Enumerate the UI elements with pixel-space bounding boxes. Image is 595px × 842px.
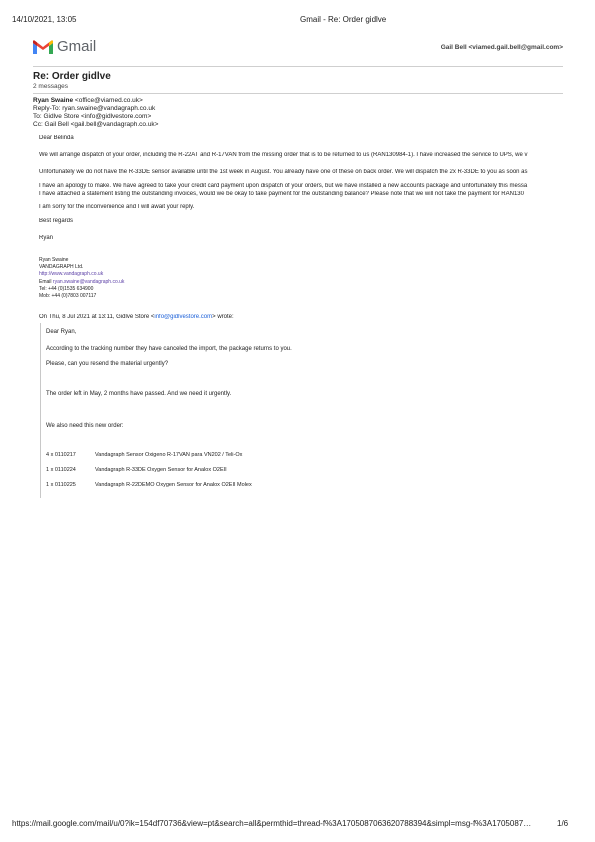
sign-name: Ryan [39,235,54,241]
signature-website-link[interactable]: http://www.vandagraph.co.uk [39,271,104,277]
quoted-paragraph: We also need this new order: [46,423,124,429]
quoted-greeting: Dear Ryan, [46,329,77,335]
sender-name: Ryan Swaine [33,97,74,104]
header-divider [33,66,563,67]
quoted-paragraph: According to the tracking number they have canceled the import, the package returns to you. [46,346,292,352]
print-datetime: 14/10/2021, 13:05 [12,15,77,24]
footer-url: https://mail.google.com/mail/u/0?ik=154df70736&view=pt&search=all&permthid=thread-f%3A1705087063620788394&simpl=msg-f%3A1705087… [12,819,532,828]
print-page-title: Gmail - Re: Order gidlve [300,15,387,24]
account-label: Gail Bell <viamed.gail.bell@gmail.com> [440,44,563,51]
thread-subject: Re: Order gidlve [33,71,111,82]
quote-attribution: On Thu, 8 Jul 2021 at 13:11, Gidlve Store <info@gidlvestore.com> wrote: [39,314,234,320]
order-item-description: Vandagraph R-33DE Oxygen Sensor for Analox O2EII [95,467,227,473]
quoted-paragraph: The order left in May, 2 months have passed. And we need it urgently. [46,391,232,397]
signature-name: Ryan Swaine [39,257,69,263]
quoted-paragraph: Please, can you resend the material urgently? [46,361,169,367]
order-item-description: Vandagraph R-22DEMO Oxygen Sensor for Analox O2EII Molex [95,482,252,488]
gmail-logo [33,38,103,58]
signature-tel: Tel: +44 (0)1535 634900 [39,286,94,292]
reply-to-line: Reply-To: ryan.swaine@vandagraph.co.uk [33,105,156,112]
cc-line: Cc: Gail Bell <gail.bell@vandagraph.co.uk> [33,121,159,128]
to-line: To: Gidlve Store <info@gidlvestore.com> [33,113,152,120]
gmail-m-icon [33,40,53,55]
body-paragraph: I have an apology to make. We have agreed to take your credit card payment upon dispatch of your orders, but we have installed a new accounts package and unfortunately this messa [39,183,528,189]
sender-line [33,97,143,104]
footer-page-number: 1/6 [557,819,569,828]
signature-mob: Mob: +44 (0)7803 007117 [39,293,97,299]
order-item-code: 1 x 0110225 [46,482,76,488]
order-item-code: 1 x 0110224 [46,467,76,473]
body-paragraph: Unfortunately we do not have the R-33DE sensor available until the 1st week in August. You already have one of these on back order. We will dispatch the 2x R-33DE to you as soon as [39,169,528,175]
body-paragraph: I have attached a statement listing the outstanding invoices, would we be okay to take payment for the outstanding balance? Please note that we will not take the payment for RAN130 [39,191,524,197]
signature-email-line [39,279,124,285]
greeting: Dear Belinda [39,135,74,141]
order-item-code: 4 x 0110217 [46,452,76,458]
quote-email-link[interactable]: info@gidlvestore.com [154,314,213,320]
closing: Best regards [39,218,74,224]
body-paragraph: We will arrange dispatch of your order, including the R-22AT and R-17VAN from the missing order that is to be returned to us (RAN130984-1). I have increased the service to UPS, we v [39,152,528,158]
signature-company: VANDAGRAPH Ltd. [39,264,84,270]
gmail-wordmark: Gmail [57,38,97,55]
quote-bar [40,323,41,498]
message-divider [33,93,563,94]
sender-email: <office@viamed.co.uk> [74,97,143,104]
signature-email-label: Email [39,279,52,285]
body-paragraph: I am sorry for the inconvenience and I will await your reply. [39,204,195,210]
signature-email-link[interactable]: ryan.swaine@vandagraph.co.uk [52,279,125,285]
order-item-description: Vandagraph Sensor Oxigeno R-17VAN para VN202 / Teli-Ox [95,452,243,458]
message-count: 2 messages [33,83,69,90]
